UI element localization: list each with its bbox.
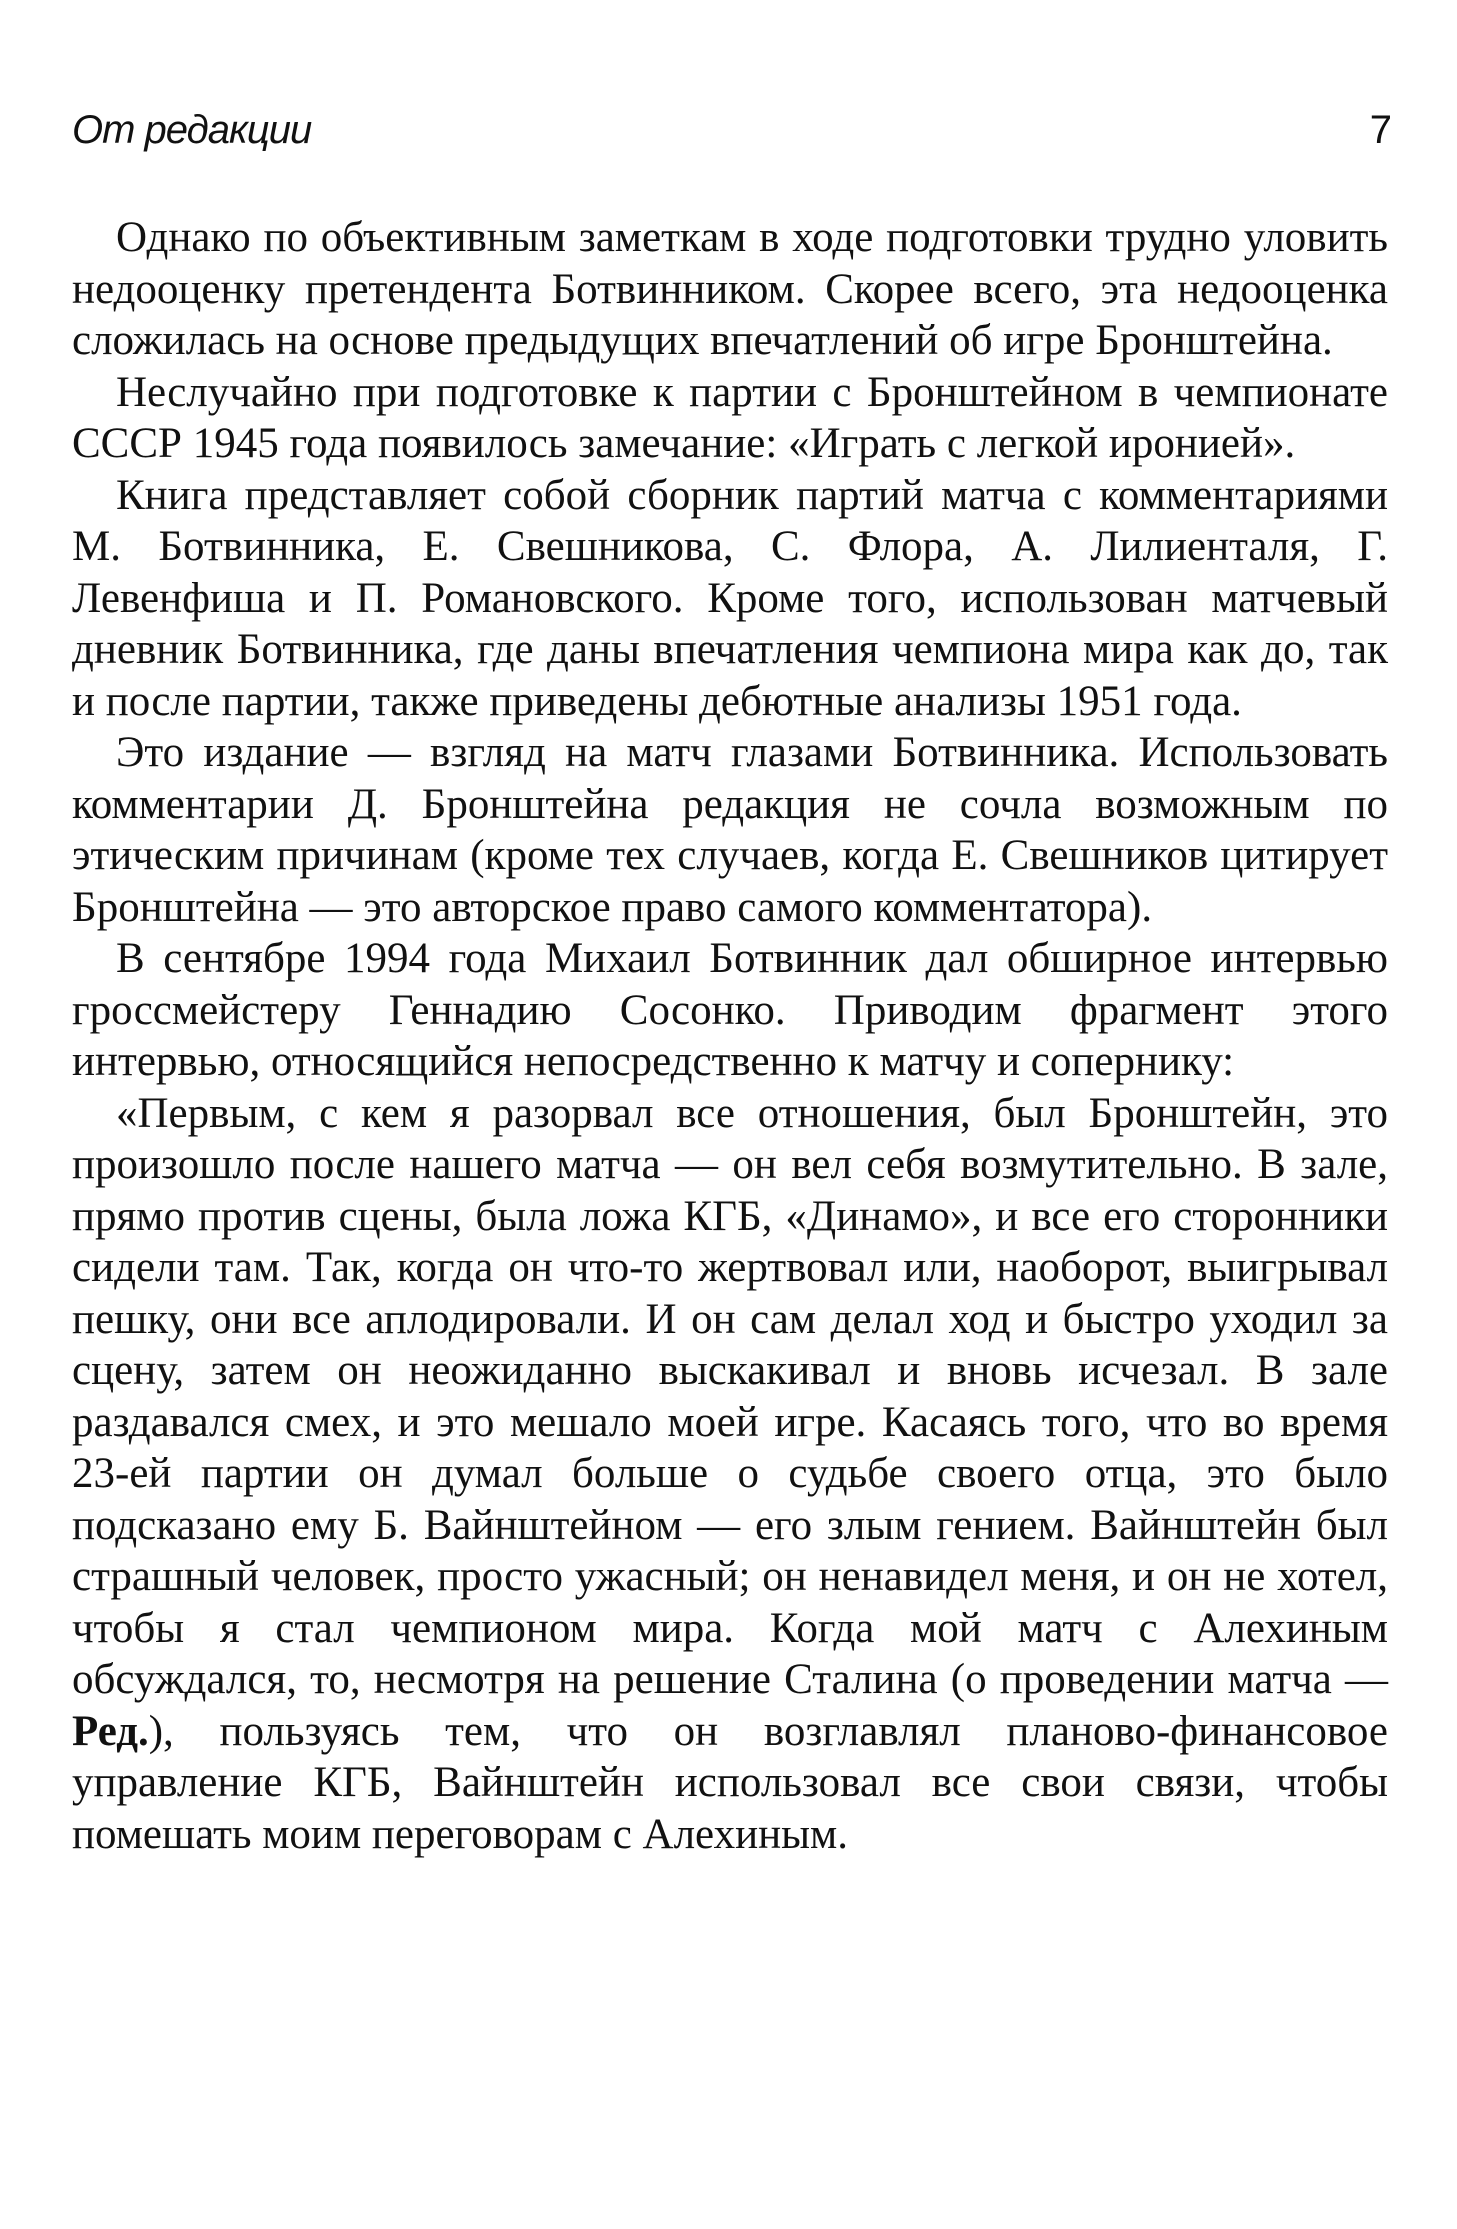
quote-text-end: ), пользуясь тем, что он возглавлял планово-финансовое управление КГБ, Вайнштейн использовал все свои связи, чтобы помешать моим переговорам с Алехиным. <box>72 1707 1388 1858</box>
running-head <box>72 108 1392 168</box>
paragraph-4: Это издание — взгляд на матч глазами Ботвинника. Использовать комментарии Д. Бронштейна редакция не сочла возможным по этическим причинам (кроме тех случаев, когда Е. Свешников цитирует Бронштейна — это авторское право самого комментатора). <box>72 729 1388 931</box>
paragraph-3: Книга представляет собой сборник партий матча с комментариями М. Ботвинника, Е. Свешникова, С. Флора, А. Лилиенталя, Г. Левенфиша и П. Романовского. Кроме того, использован матчевый дневник Ботвинника, где даны впечатления чемпиона мира как до, так и после партии, также приведены дебютные анализы 1951 года. <box>72 471 1388 725</box>
paragraph-2: Неслучайно при подготовке к партии с Бронштейном в чемпионате СССР 1945 года появилось замечание: «Играть с легкой иронией». <box>72 368 1388 467</box>
body-text <box>72 212 1388 1860</box>
section-title: От редакции <box>72 108 312 152</box>
quote-editor-note: Ред. <box>72 1707 149 1755</box>
quote-text-start: «Первым, с кем я разорвал все отношения, был Бронштейн, это произошло после нашего матча — он вел себя возмутительно. В зале, прямо против сцены, была ложа КГБ, «Динамо», и все его сторонники сидели там. Так, когда он что-то жертвовал или, наоборот, выигрывал пешку, они все аплодировали. И он сам делал ход и быстро уходил за сцену, затем он неожиданно выскакивал и вновь исчезал. В зале раздавался смех, и это мешало моей игре. Касаясь того, что во время 23-ей партии он думал больше о судьбе своего отца, это было подсказано ему Б. Вайнштейном — его злым гением. Вайнштейн был страшный человек, просто ужасный; он ненавидел меня, и он не хотел, чтобы я стал чемпионом мира. Когда мой матч с Алехиным обсуждался, то, несмотря на решение Сталина (о проведении матча — <box>72 1089 1388 1703</box>
interview-quote <box>72 1088 1388 1861</box>
paragraph-5: В сентябре 1994 года Михаил Ботвинник дал обширное интервью гроссмейстеру Геннадию Сосонко. Приводим фрагмент этого интервью, относящийся непосредственно к матчу и сопернику: <box>72 935 1388 1085</box>
paragraph-1: Однако по объективным заметкам в ходе подготовки трудно уловить недооценку претендента Ботвинником. Скорее всего, эта недооценка сложилась на основе предыдущих впечатлений об игре Бронштейна. <box>72 214 1388 364</box>
page-number: 7 <box>1369 108 1392 152</box>
